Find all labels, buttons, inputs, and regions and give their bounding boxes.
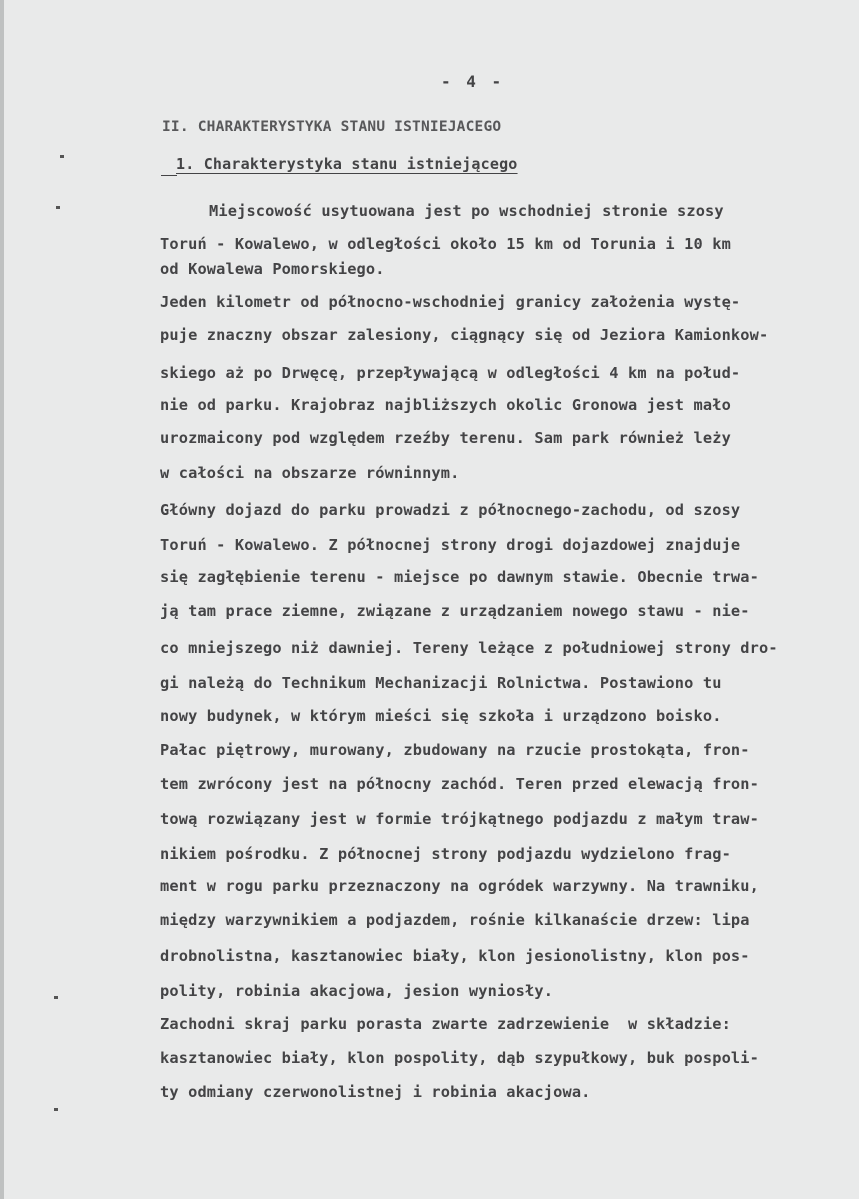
page-number: - 4 - [441,72,505,91]
text-line: gi należą do Technikum Mechanizacji Rolnictwa. Postawiono tu [160,674,722,692]
text-line: nikiem pośrodku. Z północnej strony podjazdu wydzielono frag- [160,845,731,863]
text-line: Toruń - Kowalewo, w odległości około 15 km od Torunia i 10 km [160,235,731,253]
text-line: w całości na obszarze równinnym. [160,464,460,482]
subheading-underline [161,175,177,176]
text-line: ment w rogu parku przeznaczony na ogródek warzywny. Na trawniku, [160,877,760,895]
text-line: nie od parku. Krajobraz najbliższych okolic Gronowa jest mało [160,396,731,414]
text-line: ją tam prace ziemne, związane z urządzaniem nowego stawu - nie- [160,602,750,620]
margin-mark [54,996,58,999]
section-heading: II. CHARAKTERYSTYKA STANU ISTNIEJACEGO [162,119,502,135]
text-line: drobnolistna, kasztanowiec biały, klon jesionolistny, klon pos- [160,947,750,965]
text-line: od Kowalewa Pomorskiego. [160,260,385,278]
text-line: tem zwrócony jest na północny zachód. Teren przed elewacją fron- [160,775,760,793]
text-line: co mniejszego niż dawniej. Tereny leżące z południowej strony dro- [160,639,778,657]
margin-mark [54,1108,58,1111]
text-line: polity, robinia akacjowa, jesion wyniosły. [160,982,554,1000]
margin-mark [60,155,64,158]
subheading: 1. Charakterystyka stanu istniejącego [176,155,518,173]
margin-mark [56,206,60,209]
text-line: nowy budynek, w którym mieści się szkoła i urządzono boisko. [160,707,722,725]
text-line: skiego aż po Drwęcę, przepływającą w odległości 4 km na połud- [160,364,741,382]
text-line: ty odmiany czerwonolistnej i robinia akacjowa. [160,1083,591,1101]
text-line: Toruń - Kowalewo. Z północnej strony drogi dojazdowej znajduje [160,536,741,554]
text-line: Jeden kilometr od północno-wschodniej granicy założenia wystę- [160,293,741,311]
text-line: Zachodni skraj parku porasta zwarte zadrzewienie w składzie: [160,1015,731,1033]
text-line: kasztanowiec biały, klon pospolity, dąb szypułkowy, buk pospoli- [160,1049,760,1067]
text-line: puje znaczny obszar zalesiony, ciągnący się od Jeziora Kamionkow- [160,326,769,344]
text-line: się zagłębienie terenu - miejsce po dawnym stawie. Obecnie trwa- [160,568,760,586]
text-line: Miejscowość usytuowana jest po wschodniej stronie szosy [209,202,724,220]
text-line: Główny dojazd do parku prowadzi z północnego-zachodu, od szosy [160,501,741,519]
text-line: między warzywnikiem a podjazdem, rośnie kilkanaście drzew: lipa [160,911,750,929]
text-line: Pałac piętrowy, murowany, zbudowany na rzucie prostokąta, fron- [160,741,750,759]
text-line: tową rozwiązany jest w formie trójkątnego podjazdu z małym traw- [160,810,760,828]
text-line: urozmaicony pod względem rzeźby terenu. Sam park również leży [160,429,731,447]
